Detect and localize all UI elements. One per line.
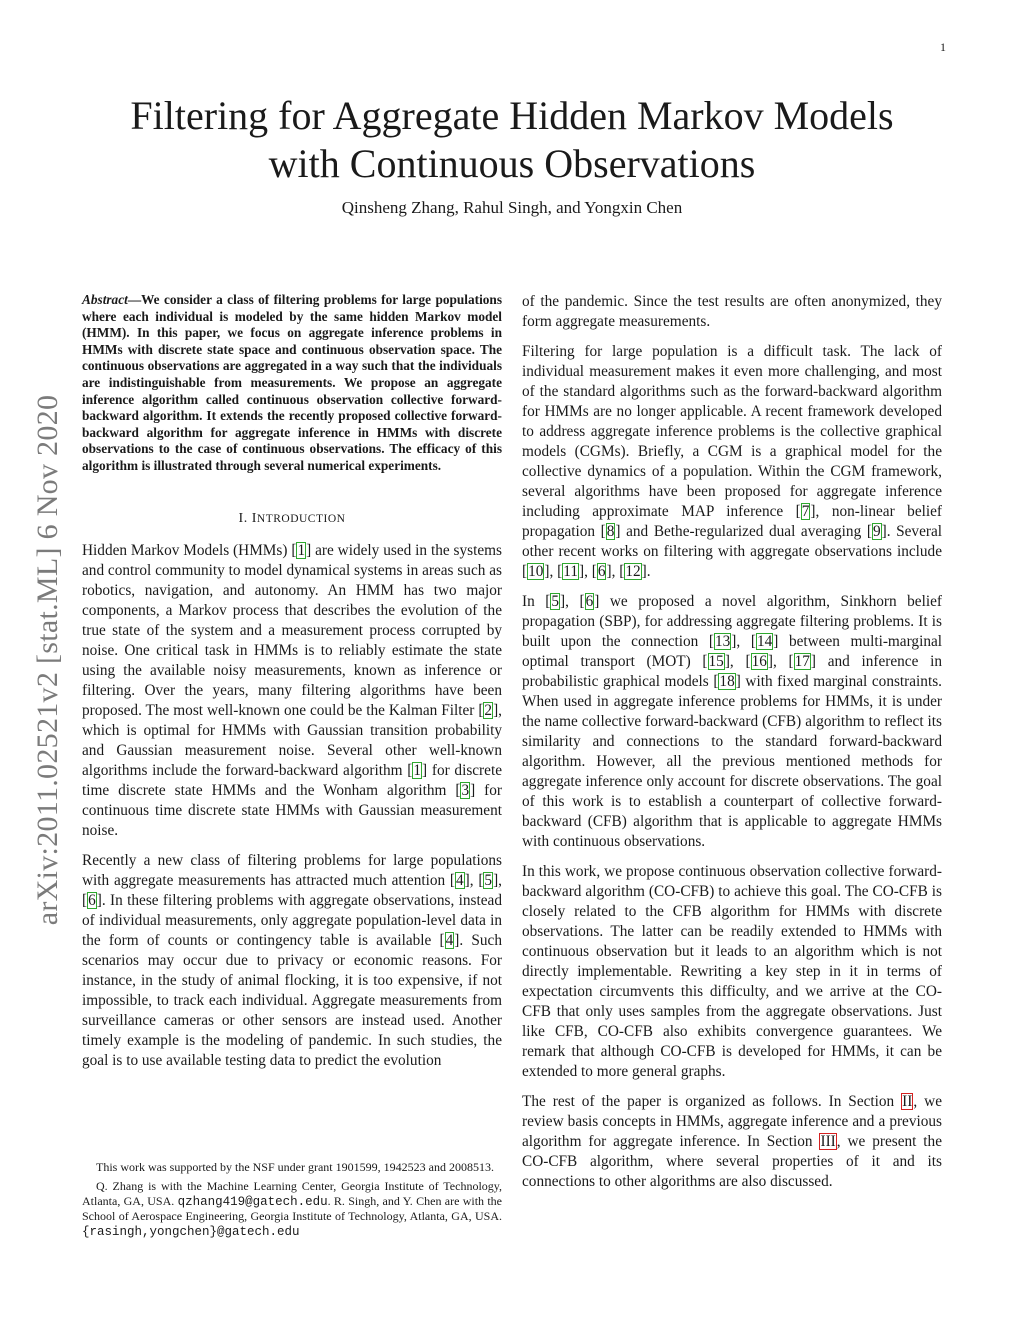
citation-link[interactable]: 4	[456, 871, 464, 889]
text-run: In [	[522, 593, 551, 610]
text-run: ] for discrete time discrete state HMMs and the Wonham algorithm [	[82, 761, 502, 799]
right-column	[522, 292, 942, 1202]
citation-link[interactable]: 1	[413, 761, 422, 779]
text-run: ], which is optimal for HMMs with Gaussian transition probability and Gaussian measurement noise. Several other well-known algorithms include the forward-backward algorithm [	[82, 701, 502, 779]
text-run: ].	[641, 563, 651, 580]
text-run: ] between multi-marginal optimal transport (MOT) [	[522, 633, 943, 670]
abstract	[82, 292, 502, 475]
citation-link[interactable]: 14	[756, 633, 773, 650]
funding-footnote: This work was supported by the NSF under grant 1901599, 1942523 and 2008513.	[96, 1160, 494, 1174]
text-run: ], [	[544, 563, 563, 580]
text-run: . R. Singh, and Y. Chen are with the School of Aerospace Engineering, Georgia Institute of Technology, Atlanta, GA, USA.	[82, 1193, 502, 1224]
paper-title	[0, 92, 1024, 188]
section-heading-introduction	[82, 511, 502, 527]
text-run: ], [	[724, 653, 751, 670]
page-number: 1	[940, 40, 946, 54]
paper-title-line-1: Filtering for Aggregate Hidden Markov Models	[130, 93, 894, 138]
citation-link[interactable]: 6	[585, 593, 594, 610]
citation-link[interactable]: 16	[751, 653, 767, 670]
citation-link[interactable]: 18	[719, 673, 735, 690]
text-run: ], [	[731, 633, 756, 650]
text-run: Q. Zhang is with the Machine Learning Center, Georgia Institute of Technology, Atlanta, GA, USA.	[82, 1178, 502, 1208]
text-run: ] are widely used in the systems and control community to model dynamical systems in areas such as robotics, navigation, and autonomy. An HMM has two major components, a Markov process that describes the evolution of the true state of the system and a measurement process corrupted by noise. One critical task in HMMs is to reliably estimate the state using the available noisy measurements, known as inference or filtering. Over the years, many filtering algorithms have been proposed. The most well-known one could be the Kalman Filter [	[82, 541, 502, 719]
section-numeral: I.	[238, 510, 252, 526]
text-run: ], non-linear belief propagation [	[522, 503, 942, 540]
section-reference-link[interactable]: III	[820, 1133, 836, 1150]
citation-link[interactable]: 13	[715, 633, 731, 650]
text-run: ] we proposed a novel algorithm, Sinkhorn belief propagation (SBP), for addressing aggregate filtering problems. It is built upon the connection [	[522, 593, 942, 650]
text-run: ] with fixed marginal constraints. When used in aggregate inference problems for HMMs, it is under the name collective forward-backward (CFB) algorithm to reflect its similarity and connections to the standard forward-backward algorithm. However, all the previous mentioned methods for aggregate inference only account for discrete observations. The goal of this work is to establish a counterpart of collective forward-backward (CFB) algorithm that is applicable to aggregate HMMs with continuous observations.	[522, 673, 942, 850]
intro-paragraph-7	[522, 1092, 942, 1192]
left-column	[82, 292, 502, 1081]
text-run: ], [	[464, 871, 484, 889]
citation-link[interactable]: 5	[551, 593, 560, 610]
text-run: ], [	[606, 563, 625, 580]
intro-paragraph-3: of the pandemic. Since the test results are often anonymized, they form aggregate measurements.	[522, 293, 942, 330]
citation-link[interactable]: 8	[606, 523, 615, 540]
intro-paragraph-4	[522, 342, 942, 582]
abstract-label: Abstract	[82, 292, 128, 307]
citation-link[interactable]: 4	[445, 931, 454, 949]
citation-link[interactable]: 9	[872, 523, 881, 540]
text-run: ], [	[82, 871, 502, 909]
text-run: Filtering for large population is a difficult task. The lack of individual measurement makes it even more challenging, and most of the standard algorithms such as the forward-backward algorithm for HMMs are no longer applicable. A recent framework developed to address aggregate inference problems is the collective graphical models (CGMs). Briefly, a CGM is a graphical model for the collective dynamics of a population. Within the CGM framework, several algorithms have been proposed for aggregate inference including approximate MAP inference [	[522, 343, 942, 520]
text-run: ], [	[767, 653, 794, 670]
text-run: ], [	[578, 563, 597, 580]
affiliation-footnote	[82, 1179, 502, 1240]
text-run: Recently a new class of filtering problems for large populations with aggregate measurements has attracted much attention [	[82, 851, 502, 889]
citation-link[interactable]: 12	[625, 563, 641, 580]
citation-link[interactable]: 6	[597, 563, 606, 580]
text-run: The rest of the paper is organized as follows. In Section	[522, 1093, 902, 1110]
text-run: ]. In these filtering problems with aggregate observations, instead of individual measurements, only aggregate population-level data in the form of counts or contingency table is available [	[82, 891, 502, 949]
citation-link[interactable]: 2	[484, 701, 493, 719]
text-run: ]. Such scenarios may occur due to privacy or economic reasons. For instance, in the study of animal flocking, it is too expensive, if not impossible, to track each individual. Aggregate measurements from surveillance cameras or other sensors are instead used. Another timely example is the modeling of pandemic. In such studies, the goal is to use available testing data to predict the evolution	[82, 931, 502, 1069]
intro-paragraph-1	[82, 541, 502, 841]
text-run: ] and inference in probabilistic graphical models [	[522, 653, 943, 690]
citation-link[interactable]: 3	[461, 781, 470, 799]
footnotes	[82, 1160, 502, 1244]
email-link[interactable]: qzhang419@gatech.edu	[177, 1194, 328, 1209]
text-run: , we present the CO-CFB algorithm, where several properties of it and its connections to other algorithms are also discussed.	[522, 1133, 942, 1190]
text-run: ] and Bethe-regularized dual averaging [	[615, 523, 872, 540]
citation-link[interactable]: 11	[563, 563, 578, 580]
section-title-first-letter: I	[251, 510, 257, 526]
intro-paragraph-5	[522, 592, 942, 852]
text-run: ] for continuous time discrete state HMMs with Gaussian measurement noise.	[82, 781, 502, 839]
citation-link[interactable]: 6	[88, 891, 96, 909]
text-run: ], [	[560, 593, 585, 610]
citation-link[interactable]: 7	[801, 503, 810, 520]
abstract-text: —We consider a class of filtering problems for large populations where each individual is modeled by the same hidden Markov model (HMM). In this paper, we focus on aggregate inference problems in HMMs with discrete state space and continuous observation space. The continuous observations are aggregated in a way such that the individuals are indistinguishable from measurements. We propose an aggregate inference algorithm called continuous observation collective forward-backward algorithm. It extends the recently proposed collective forward-backward algorithm for aggregate inference in HMMs with discrete observations to the case of continuous observations. The efficacy of this algorithm is illustrated through several numerical experiments.	[82, 292, 502, 473]
text-run: Hidden Markov Models (HMMs) [	[82, 541, 297, 559]
text-run: , we review basis concepts in HMMs, aggregate inference and a previous algorithm for aggregate inference. In Section	[522, 1093, 942, 1150]
intro-paragraph-6: In this work, we propose continuous observation collective forward-backward algorithm (CO-CFB) to achieve this goal. The CO-CFB is closely related to the CFB algorithm for HMMs with discrete observations. The latter can be readily extended to HMMs with continuous observation but it leads to an algorithm which is not directly implementable. Rewriting a key step in it in terms of expectation circumvents this difficulty, and we arrive at the CO-CFB that only uses samples from the aggregate observations. Just like CFB, CO-CFB also exhibits convergence guarantees. We remark that although CO-CFB is developed for HMMs, it can be extended to more general graphs.	[522, 863, 942, 1080]
section-reference-link[interactable]: II	[902, 1093, 913, 1110]
citation-link[interactable]: 1	[297, 541, 306, 559]
paper-title-line-2: with Continuous Observations	[268, 141, 756, 186]
citation-link[interactable]: 10	[528, 563, 544, 580]
citation-link[interactable]: 5	[484, 871, 493, 889]
arxiv-stamp-text: arXiv:2011.02521v2 [stat.ML] 6 Nov 2020	[31, 394, 64, 926]
email-link[interactable]: {rasingh,yongchen}@gatech.edu	[82, 1225, 300, 1240]
citation-link[interactable]: 15	[708, 653, 724, 670]
section-title-rest: NTRODUCTION	[256, 512, 346, 525]
citation-link[interactable]: 17	[794, 653, 810, 670]
author-list: Qinsheng Zhang, Rahul Singh, and Yongxin Chen	[341, 198, 683, 217]
text-run: ]. Several other recent works on filtering with aggregate observations include [	[522, 523, 942, 580]
intro-paragraph-2	[82, 851, 502, 1071]
